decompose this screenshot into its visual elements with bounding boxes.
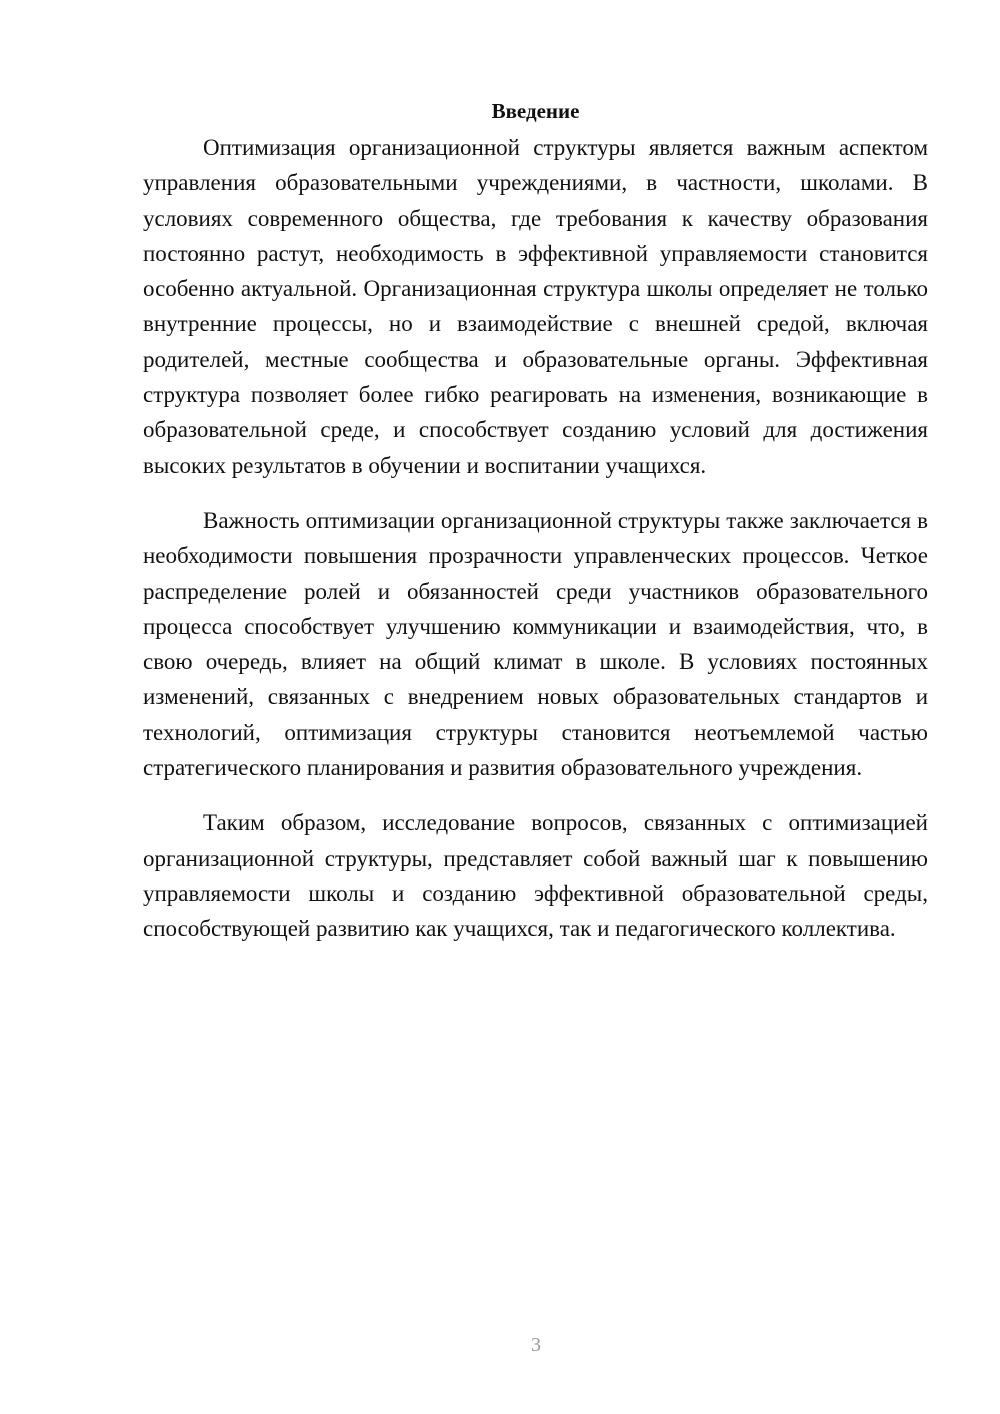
section-title: Введение (491, 99, 580, 123)
paragraph-1: Оптимизация организационной структуры является важным аспектом управления образовательными учреждениями, в частности, школами. В условиях современного общества, где требования к качеству образования постоянно растут, необходимость в эффективной управляемости становится особенно актуальной. Организационная структура школы определяет не только внутренние процессы, но и взаимодействие с внешней средой, включая родителей, местные сообщества и образовательные органы. Эффективная структура позволяет более гибко реагировать на изменения, возникающие в образовательной среде, и способствует созданию условий для достижения высоких результатов в обучении и воспитании учащихся. (143, 135, 928, 478)
paragraph-2: Важность оптимизации организационной структуры также заключается в необходимости повышения прозрачности управленческих процессов. Четкое распределение ролей и обязанностей среди участников образовательного процесса способствует улучшению коммуникации и взаимодействия, что, в свою очередь, влияет на общий климат в школе. В условиях постоянных изменений, связанных с внедрением новых образовательных стандартов и технологий, оптимизация структуры становится неотъемлемой частью стратегического планирования и развития образовательного учреждения. (143, 507, 928, 781)
page-number: 3 (531, 1334, 541, 1356)
document-page (143, 96, 928, 947)
paragraph-3: Таким образом, исследование вопросов, связанных с оптимизацией организационной структуры, представляет собой важный шаг к повышению управляемости школы и созданию эффективной образовательной среды, способствующей развитию как учащихся, так и педагогического коллектива. (143, 810, 928, 942)
